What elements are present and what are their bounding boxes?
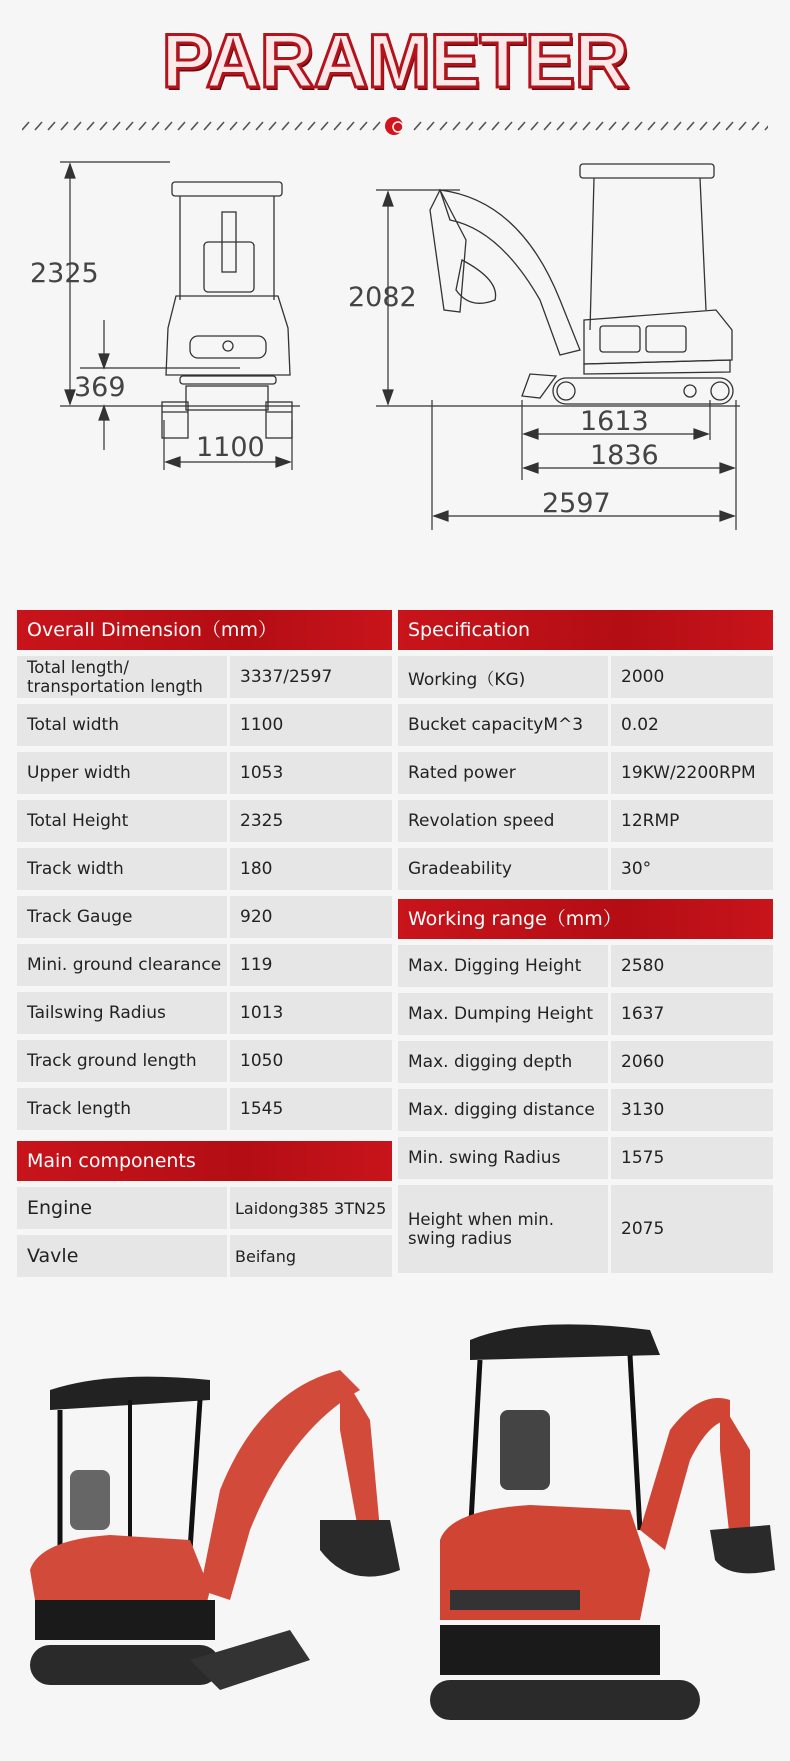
overall-row-label: Track width: [17, 848, 227, 890]
range-row-label: Max. Dumping Height: [398, 993, 608, 1035]
component-row-label: Vavle: [17, 1235, 227, 1277]
spec-row-label: Bucket capacityM^3: [398, 704, 608, 746]
transport-length-label: 2597: [542, 488, 611, 519]
range-row-label: Height when min. swing radius: [398, 1185, 608, 1273]
spec-row-value: 12RMP: [611, 800, 773, 842]
front-width-label: 1100: [196, 432, 265, 463]
overall-row-value: 1545: [230, 1088, 392, 1130]
range-row-label: Max. digging distance: [398, 1089, 608, 1131]
overall-row-label: Track ground length: [17, 1040, 227, 1082]
main-components-header: Main components: [17, 1141, 392, 1181]
spec-row-label: Revolation speed: [398, 800, 608, 842]
track-ground-label: 1613: [580, 406, 649, 437]
excavator-photo-left: [20, 1330, 420, 1710]
side-height-label: 2082: [348, 282, 417, 313]
range-row-value: 3130: [611, 1089, 773, 1131]
divider: [22, 114, 768, 138]
overall-row-label: Track length: [17, 1088, 227, 1130]
overall-row-value: 180: [230, 848, 392, 890]
spec-row-value: 19KW/2200RPM: [611, 752, 773, 794]
overall-row-label: Total width: [17, 704, 227, 746]
range-row-value: 1637: [611, 993, 773, 1035]
component-row-value: Beifang: [230, 1235, 392, 1277]
spec-row-value: 0.02: [611, 704, 773, 746]
overall-row-label: Mini. ground clearance: [17, 944, 227, 986]
range-row-value: 2060: [611, 1041, 773, 1083]
overall-row-value: 1050: [230, 1040, 392, 1082]
spec-row-value: 2000: [611, 656, 773, 698]
specification-header: Specification: [398, 610, 773, 650]
overall-row-value: 1100: [230, 704, 392, 746]
spec-row-label: Gradeability: [398, 848, 608, 890]
overall-dimension-header: Overall Dimension（mm）: [17, 610, 392, 650]
overall-row-label: Total length/ transportation length: [17, 656, 227, 698]
front-clearance-label: 369: [74, 372, 126, 403]
range-row-label: Min. swing Radius: [398, 1137, 608, 1179]
overall-row-label: Upper width: [17, 752, 227, 794]
overall-row-label: Tailswing Radius: [17, 992, 227, 1034]
range-row-label: Max. Digging Height: [398, 945, 608, 987]
excavator-photo-right: [470, 1324, 660, 1360]
overall-row-value: 1013: [230, 992, 392, 1034]
overall-row-label: Total Height: [17, 800, 227, 842]
overall-row-value: 119: [230, 944, 392, 986]
overall-row-value: 3337/2597: [230, 656, 392, 698]
front-height-label: 2325: [30, 258, 99, 289]
component-row-value: Laidong385 3TN25: [230, 1187, 392, 1229]
range-row-value: 2075: [611, 1185, 773, 1273]
track-length-label: 1836: [590, 440, 659, 471]
overall-row-label: Track Gauge: [17, 896, 227, 938]
range-row-value: 2580: [611, 945, 773, 987]
spec-row-value: 30°: [611, 848, 773, 890]
range-row-value: 1575: [611, 1137, 773, 1179]
page-title: PARAMETER: [161, 19, 629, 104]
overall-row-value: 920: [230, 896, 392, 938]
front-view-drawing: [162, 182, 292, 438]
overall-row-value: 1053: [230, 752, 392, 794]
working-range-header: Working range（mm）: [398, 899, 773, 939]
overall-row-value: 2325: [230, 800, 392, 842]
spec-row-label: Rated power: [398, 752, 608, 794]
component-row-label: Engine: [17, 1187, 227, 1229]
spec-row-label: Working（KG): [398, 656, 608, 698]
side-view-drawing: [430, 164, 733, 404]
range-row-label: Max. digging depth: [398, 1041, 608, 1083]
dimension-drawing: [0, 150, 790, 600]
